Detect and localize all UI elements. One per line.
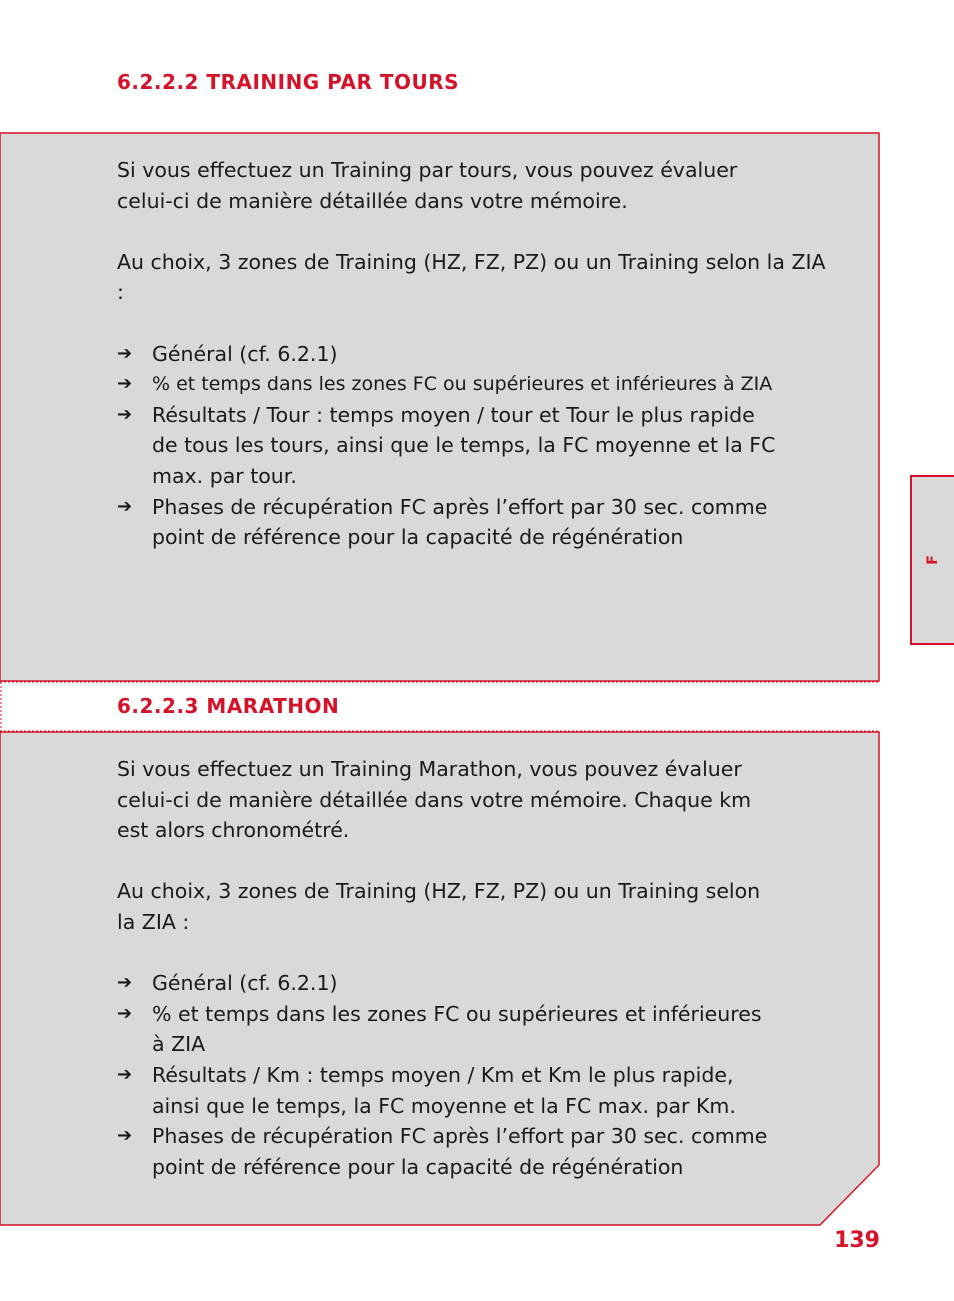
list-item-line: % et temps dans les zones FC ou supérieures et inférieures bbox=[152, 1001, 762, 1026]
list-item bbox=[117, 999, 837, 1060]
paragraph-line: Si vous effectuez un Training Marathon, vous pouvez évaluer bbox=[117, 757, 742, 781]
list-item-line: point de référence pour la capacité de régénération bbox=[152, 525, 684, 550]
list-item-line: Phases de récupération FC après l’effort par 30 sec. comme bbox=[152, 494, 768, 519]
list-item bbox=[117, 1060, 837, 1121]
list-item-line: Résultats / Km : temps moyen / Km et Km le plus rapide, bbox=[152, 1062, 734, 1087]
arrow-icon: ➔ bbox=[117, 972, 133, 994]
section-heading-training-par-tours: 6.2.2.2 TRAINING PAR TOURS bbox=[117, 70, 460, 94]
arrow-icon: ➔ bbox=[117, 373, 133, 395]
paragraph-line: Au choix, 3 zones de Training (HZ, FZ, PZ) ou un Training selon bbox=[117, 879, 761, 904]
list-item bbox=[117, 492, 837, 553]
list-item bbox=[117, 400, 837, 492]
list-item-line: Phases de récupération FC après l’effort par 30 sec. comme bbox=[152, 1124, 768, 1149]
paragraph-line: est alors chronométré. bbox=[117, 818, 350, 843]
list-item-line: max. par tour. bbox=[152, 463, 297, 488]
arrow-icon: ➔ bbox=[117, 1125, 133, 1147]
list-item-text: % et temps dans les zones FC ou supérieures et inférieures à ZIA bbox=[152, 373, 773, 396]
language-tab-letter: F bbox=[925, 555, 941, 565]
paragraph-line: celui-ci de manière détaillée dans votre mémoire. Chaque km bbox=[117, 787, 752, 812]
list-item-line: à ZIA bbox=[152, 1032, 206, 1057]
list-item-text: Général (cf. 6.2.1) bbox=[152, 341, 338, 366]
arrow-icon: ➔ bbox=[117, 495, 133, 517]
arrow-icon: ➔ bbox=[117, 403, 133, 425]
bullet-list bbox=[117, 968, 837, 1182]
paragraph: Au choix, 3 zones de Training (HZ, FZ, PZ) ou un Training selon la ZIA : bbox=[117, 249, 826, 305]
page-number: 139 bbox=[834, 1228, 880, 1253]
section-body-training-par-tours bbox=[117, 155, 837, 553]
paragraph-line: celui-ci de manière détaillée dans votre mémoire. bbox=[117, 188, 628, 213]
list-item bbox=[117, 968, 837, 999]
arrow-icon: ➔ bbox=[117, 342, 133, 364]
list-item bbox=[117, 369, 837, 400]
paragraph-line: Si vous effectuez un Training par tours, vous pouvez évaluer bbox=[117, 158, 738, 182]
list-item-line: ainsi que le temps, la FC moyenne et la FC max. par Km. bbox=[152, 1093, 736, 1118]
arrow-icon: ➔ bbox=[117, 1063, 133, 1085]
list-item bbox=[117, 339, 837, 370]
list-item-text: Général (cf. 6.2.1) bbox=[152, 971, 338, 996]
language-tab bbox=[910, 475, 954, 645]
section-body-marathon bbox=[117, 754, 837, 1182]
list-item-line: point de référence pour la capacité de régénération bbox=[152, 1154, 684, 1179]
section-heading-marathon: 6.2.2.3 MARATHON bbox=[117, 694, 340, 718]
arrow-icon: ➔ bbox=[117, 1002, 133, 1024]
list-item bbox=[117, 1121, 837, 1182]
paragraph-line: la ZIA : bbox=[117, 909, 190, 934]
bullet-list bbox=[117, 339, 837, 553]
list-item-line: Résultats / Tour : temps moyen / tour et Tour le plus rapide bbox=[152, 402, 755, 427]
list-item-line: de tous les tours, ainsi que le temps, la FC moyenne et la FC bbox=[152, 433, 776, 458]
